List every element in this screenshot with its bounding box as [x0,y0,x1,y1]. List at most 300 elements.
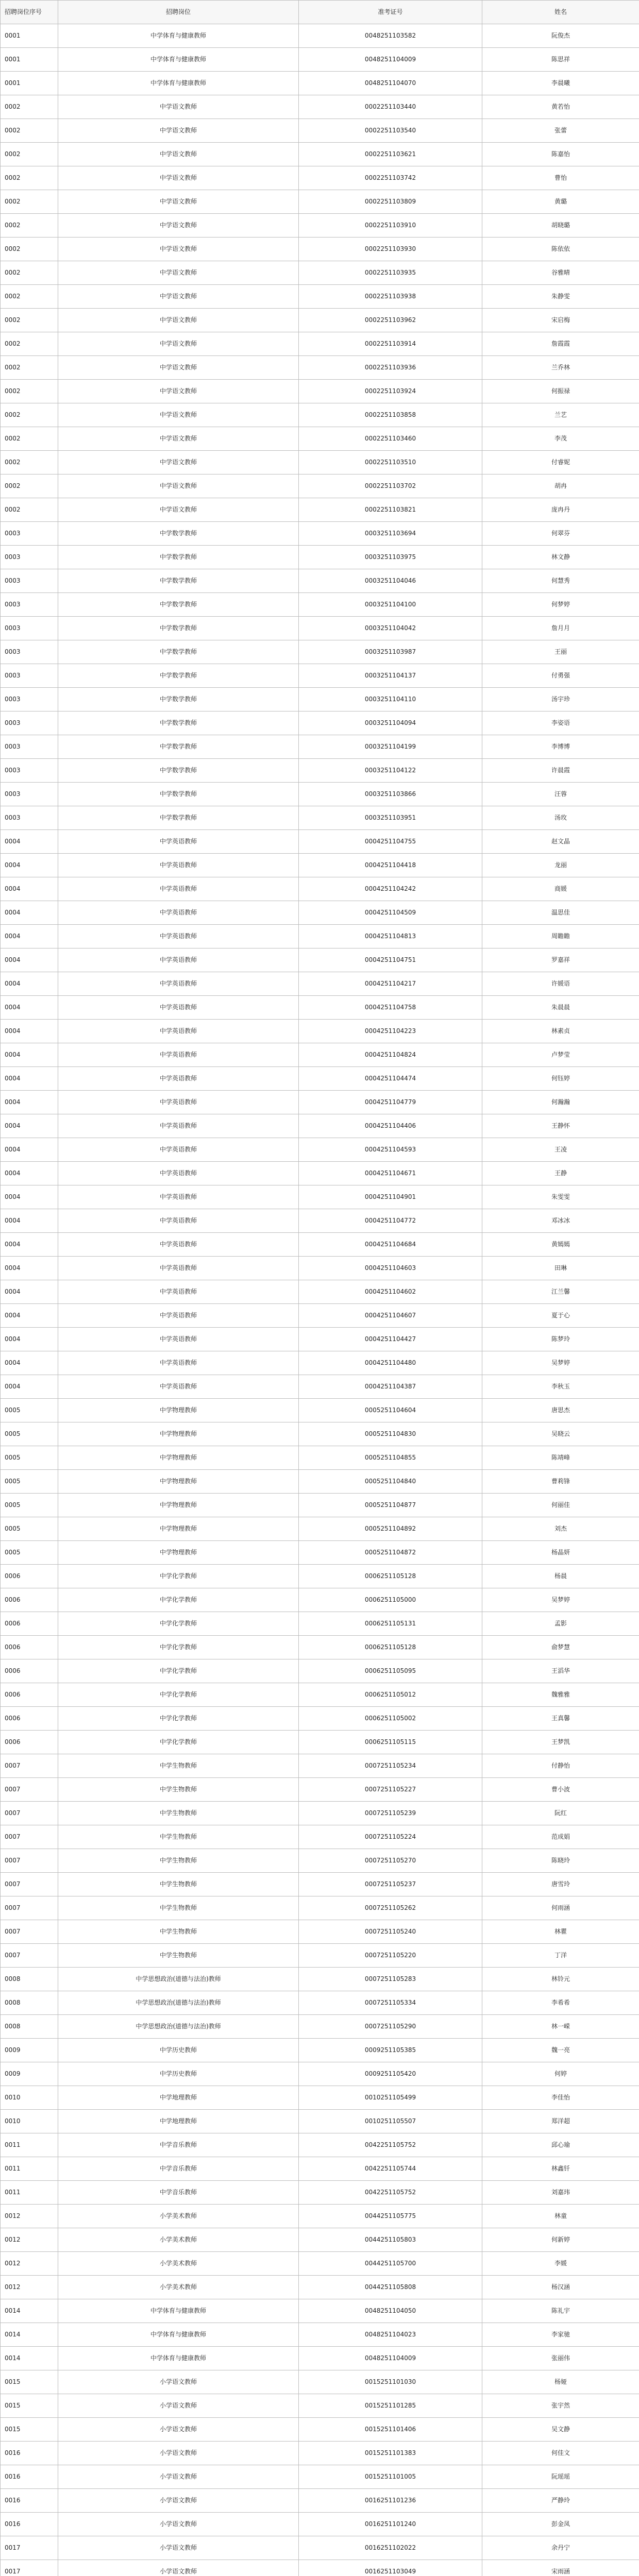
cell-ticket-number: 0002251103621 [299,143,482,166]
cell-ticket-number: 0048251104009 [299,2347,482,2370]
cell-position: 中学生物教师 [58,1849,299,1873]
cell-ticket-number: 0002251103935 [299,261,482,285]
cell-position: 中学体育与健康教师 [58,2347,299,2370]
cell-position: 中学数学教师 [58,759,299,783]
table-row [1,617,639,640]
cell-name: 陈礼宇 [482,2299,639,2323]
cell-position: 中学地理教师 [58,2110,299,2133]
cell-position-number: 0006 [1,1683,58,1707]
cell-position-number: 0005 [1,1399,58,1422]
cell-name: 何新婷 [482,2228,639,2252]
table-row [1,688,639,711]
table-row [1,1920,639,1944]
cell-position-number: 0003 [1,617,58,640]
cell-name: 吴文静 [482,2418,639,2442]
cell-position-number: 0006 [1,1588,58,1612]
cell-position-number: 0016 [1,2442,58,2465]
cell-position-number: 0003 [1,735,58,759]
cell-ticket-number: 0006251105095 [299,1659,482,1683]
cell-name: 商媛 [482,877,639,901]
cell-ticket-number: 0002251103742 [299,166,482,190]
cell-name: 林文静 [482,546,639,569]
cell-position-number: 0004 [1,996,58,1020]
table-row [1,498,639,522]
table-body [1,24,639,2576]
cell-position-number: 0008 [1,1991,58,2015]
cell-name: 李秋玉 [482,1375,639,1399]
table-row [1,1185,639,1209]
cell-position: 中学生物教师 [58,1754,299,1778]
cell-name: 宋雨涵 [482,2560,639,2576]
header-row [1,1,639,24]
cell-position-number: 0004 [1,925,58,948]
table-row [1,1233,639,1257]
cell-position: 中学英语教师 [58,1304,299,1328]
cell-ticket-number: 0015251101285 [299,2394,482,2418]
table-row [1,2110,639,2133]
cell-position: 中学体育与健康教师 [58,2299,299,2323]
cell-position-number: 0005 [1,1470,58,1494]
cell-position-number: 0006 [1,1565,58,1588]
table-row [1,1991,639,2015]
table-row [1,783,639,806]
cell-position: 中学物理教师 [58,1517,299,1541]
cell-name: 曹小波 [482,1778,639,1802]
cell-name: 张丽伟 [482,2347,639,2370]
cell-position-number: 0010 [1,2110,58,2133]
cell-position-number: 0005 [1,1494,58,1517]
cell-position: 中学物理教师 [58,1541,299,1565]
cell-ticket-number: 0010251105499 [299,2086,482,2110]
cell-position-number: 0004 [1,948,58,972]
table-row [1,1683,639,1707]
cell-ticket-number: 0015251101030 [299,2370,482,2394]
cell-name: 刘嘉玮 [482,2181,639,2205]
table-row [1,451,639,474]
cell-name: 赵文晶 [482,830,639,854]
cell-position: 中学英语教师 [58,972,299,996]
cell-ticket-number: 0004251104671 [299,1162,482,1185]
header-position-number: 招聘岗位序号 [1,1,58,24]
cell-position-number: 0005 [1,1541,58,1565]
cell-position-number: 0003 [1,688,58,711]
table-row [1,1873,639,1896]
cell-name: 李博博 [482,735,639,759]
cell-position: 中学英语教师 [58,925,299,948]
cell-position-number: 0014 [1,2323,58,2347]
table-row [1,72,639,95]
cell-ticket-number: 0004251104480 [299,1351,482,1375]
cell-name: 何慧秀 [482,569,639,593]
cell-position-number: 0003 [1,593,58,617]
cell-name: 王丽 [482,640,639,664]
cell-name: 田琳 [482,1257,639,1280]
cell-position-number: 0007 [1,1778,58,1802]
cell-name: 兰艺 [482,403,639,427]
cell-name: 王静怀 [482,1114,639,1138]
cell-position-number: 0004 [1,1233,58,1257]
cell-ticket-number: 0004251104602 [299,1280,482,1304]
cell-ticket-number: 0005251104877 [299,1494,482,1517]
cell-ticket-number: 0004251104758 [299,996,482,1020]
cell-name: 温思佳 [482,901,639,925]
table-row [1,2133,639,2157]
cell-position-number: 0001 [1,72,58,95]
cell-name: 付睿妮 [482,451,639,474]
cell-position-number: 0003 [1,806,58,830]
cell-position: 中学数学教师 [58,546,299,569]
cell-ticket-number: 0044251105775 [299,2205,482,2228]
table-row [1,1114,639,1138]
cell-position: 中学体育与健康教师 [58,24,299,48]
cell-position-number: 0003 [1,711,58,735]
cell-position: 中学思想政治(道德与法治)教师 [58,1968,299,1991]
cell-ticket-number: 0003251104110 [299,688,482,711]
cell-name: 王滔华 [482,1659,639,1683]
cell-position-number: 0009 [1,2039,58,2062]
cell-position-number: 0015 [1,2370,58,2394]
cell-position-number: 0007 [1,1873,58,1896]
cell-position-number: 0002 [1,309,58,332]
cell-ticket-number: 0004251104772 [299,1209,482,1233]
cell-ticket-number: 0048251103582 [299,24,482,48]
table-row [1,190,639,214]
table-row [1,735,639,759]
cell-name: 朱静雯 [482,285,639,309]
cell-ticket-number: 0003251103866 [299,783,482,806]
cell-ticket-number: 0007251105270 [299,1849,482,1873]
cell-position: 小学语文教师 [58,2394,299,2418]
cell-position: 中学英语教师 [58,1351,299,1375]
cell-ticket-number: 0004251104427 [299,1328,482,1351]
table-row [1,1494,639,1517]
table-row [1,2442,639,2465]
cell-position: 中学语文教师 [58,143,299,166]
cell-position: 小学语文教师 [58,2536,299,2560]
cell-ticket-number: 0002251103510 [299,451,482,474]
table-row [1,1565,639,1588]
cell-name: 何瀚瀚 [482,1091,639,1114]
cell-name: 陈靖峰 [482,1446,639,1470]
table-row [1,1138,639,1162]
cell-position: 中学化学教师 [58,1636,299,1659]
cell-name: 龙丽 [482,854,639,877]
cell-position-number: 0004 [1,1091,58,1114]
cell-name: 许晨霞 [482,759,639,783]
cell-name: 曹莉锋 [482,1470,639,1494]
cell-position: 中学英语教师 [58,1375,299,1399]
table-row [1,1517,639,1541]
cell-position-number: 0002 [1,427,58,451]
cell-position: 小学美术教师 [58,2276,299,2299]
cell-ticket-number: 0004251104217 [299,972,482,996]
cell-name: 周瞻瞻 [482,925,639,948]
cell-position-number: 0002 [1,380,58,403]
cell-name: 范成娟 [482,1825,639,1849]
cell-name: 何梦婷 [482,593,639,617]
cell-position-number: 0011 [1,2133,58,2157]
cell-position-number: 0004 [1,1304,58,1328]
cell-position-number: 0004 [1,1280,58,1304]
cell-position: 中学语文教师 [58,309,299,332]
table-row [1,948,639,972]
cell-name: 付静怡 [482,1754,639,1778]
table-row [1,2370,639,2394]
table-row [1,2347,639,2370]
cell-position: 中学生物教师 [58,1896,299,1920]
cell-position-number: 0017 [1,2560,58,2576]
cell-position: 中学英语教师 [58,1091,299,1114]
cell-position: 小学语文教师 [58,2465,299,2489]
cell-ticket-number: 0004251104751 [299,948,482,972]
table-row [1,48,639,72]
cell-ticket-number: 0007251105334 [299,1991,482,2015]
cell-position: 中学生物教师 [58,1873,299,1896]
cell-name: 俞梦慧 [482,1636,639,1659]
table-row [1,1446,639,1470]
cell-position-number: 0003 [1,783,58,806]
cell-position: 中学数学教师 [58,711,299,735]
cell-name: 朱雯雯 [482,1185,639,1209]
cell-ticket-number: 0004251104755 [299,830,482,854]
cell-name: 兰乔林 [482,356,639,380]
cell-name: 邓冰冰 [482,1209,639,1233]
cell-name: 李佳怡 [482,2086,639,2110]
cell-ticket-number: 0044251105700 [299,2252,482,2276]
table-row [1,1020,639,1043]
cell-ticket-number: 0004251104824 [299,1043,482,1067]
cell-ticket-number: 0004251104593 [299,1138,482,1162]
cell-ticket-number: 0007251105220 [299,1944,482,1968]
cell-position: 中学英语教师 [58,1328,299,1351]
cell-name: 夏于心 [482,1304,639,1328]
cell-position-number: 0002 [1,119,58,143]
cell-ticket-number: 0006251105128 [299,1565,482,1588]
cell-position: 中学语文教师 [58,95,299,119]
cell-position-number: 0002 [1,403,58,427]
table-row [1,1043,639,1067]
cell-position: 中学语文教师 [58,261,299,285]
cell-ticket-number: 0007251105239 [299,1802,482,1825]
cell-position-number: 0002 [1,238,58,261]
cell-name: 胡晓璐 [482,214,639,238]
cell-position: 中学化学教师 [58,1565,299,1588]
cell-position: 中学化学教师 [58,1612,299,1636]
cell-position-number: 0016 [1,2513,58,2536]
cell-name: 张宇然 [482,2394,639,2418]
cell-position: 小学语文教师 [58,2489,299,2513]
cell-position-number: 0004 [1,901,58,925]
cell-position-number: 0002 [1,261,58,285]
table-row [1,1778,639,1802]
cell-name: 庞冉丹 [482,498,639,522]
cell-position-number: 0004 [1,1328,58,1351]
cell-name: 陈依依 [482,238,639,261]
cell-position-number: 0007 [1,1802,58,1825]
cell-position: 中学体育与健康教师 [58,2323,299,2347]
cell-ticket-number: 0002251103702 [299,474,482,498]
table-row [1,569,639,593]
cell-position-number: 0002 [1,166,58,190]
cell-position-number: 0011 [1,2157,58,2181]
cell-ticket-number: 0003251104122 [299,759,482,783]
cell-ticket-number: 0004251104223 [299,1020,482,1043]
cell-name: 宋启梅 [482,309,639,332]
table-row [1,2489,639,2513]
cell-name: 余丹宁 [482,2536,639,2560]
cell-name: 魏雅雅 [482,1683,639,1707]
table-row [1,1351,639,1375]
cell-name: 李茂 [482,427,639,451]
cell-position-number: 0003 [1,546,58,569]
cell-position: 中学数学教师 [58,806,299,830]
table-row [1,1849,639,1873]
cell-ticket-number: 0048251104023 [299,2323,482,2347]
cell-ticket-number: 0007251105240 [299,1920,482,1944]
cell-name: 邱心瑜 [482,2133,639,2157]
cell-name: 李晨曦 [482,72,639,95]
cell-ticket-number: 0003251103975 [299,546,482,569]
cell-name: 刘杰 [482,1517,639,1541]
table-row [1,1399,639,1422]
cell-ticket-number: 0004251104509 [299,901,482,925]
cell-name: 陈思祥 [482,48,639,72]
cell-name: 林瞿 [482,1920,639,1944]
cell-position: 中学英语教师 [58,1209,299,1233]
cell-ticket-number: 0003251104046 [299,569,482,593]
cell-position: 中学英语教师 [58,901,299,925]
cell-position: 中学英语教师 [58,830,299,854]
table-row [1,1896,639,1920]
table-row [1,1636,639,1659]
cell-position: 中学英语教师 [58,1138,299,1162]
cell-name: 何雨涵 [482,1896,639,1920]
table-row [1,1209,639,1233]
cell-position: 中学化学教师 [58,1683,299,1707]
cell-position: 中学生物教师 [58,1944,299,1968]
table-row [1,1612,639,1636]
table-row [1,238,639,261]
cell-position: 中学体育与健康教师 [58,72,299,95]
table-row [1,2394,639,2418]
cell-ticket-number: 0003251104094 [299,711,482,735]
cell-position: 小学语文教师 [58,2513,299,2536]
cell-ticket-number: 0003251104137 [299,664,482,688]
table-row [1,2418,639,2442]
table-row [1,1422,639,1446]
table-row [1,759,639,783]
cell-ticket-number: 0002251103540 [299,119,482,143]
cell-position: 中学物理教师 [58,1399,299,1422]
cell-position-number: 0004 [1,1185,58,1209]
cell-position: 中学数学教师 [58,522,299,546]
cell-name: 何丽佳 [482,1494,639,1517]
cell-ticket-number: 0010251105507 [299,2110,482,2133]
cell-ticket-number: 0044251105803 [299,2228,482,2252]
table-row [1,1257,639,1280]
cell-position: 中学语文教师 [58,214,299,238]
cell-name: 何佳文 [482,2442,639,2465]
table-row [1,2560,639,2576]
cell-ticket-number: 0015251101406 [299,2418,482,2442]
cell-position: 中学英语教师 [58,948,299,972]
cell-position: 中学英语教师 [58,1233,299,1257]
cell-name: 何翠芬 [482,522,639,546]
cell-ticket-number: 0048251104009 [299,48,482,72]
cell-ticket-number: 0048251104050 [299,2299,482,2323]
table-row [1,332,639,356]
cell-position-number: 0004 [1,830,58,854]
cell-name: 付勇强 [482,664,639,688]
table-row [1,261,639,285]
cell-position: 中学物理教师 [58,1470,299,1494]
cell-position-number: 0006 [1,1659,58,1683]
table-row [1,427,639,451]
cell-ticket-number: 0006251105012 [299,1683,482,1707]
cell-position: 中学数学教师 [58,569,299,593]
cell-position-number: 0004 [1,972,58,996]
cell-position-number: 0003 [1,664,58,688]
cell-position: 中学历史教师 [58,2062,299,2086]
cell-position: 中学化学教师 [58,1659,299,1683]
cell-position: 小学语文教师 [58,2370,299,2394]
cell-position-number: 0004 [1,1067,58,1091]
cell-ticket-number: 0007251105283 [299,1968,482,1991]
cell-ticket-number: 0042251105752 [299,2133,482,2157]
cell-position-number: 0002 [1,474,58,498]
cell-position-number: 0004 [1,1162,58,1185]
cell-name: 孟影 [482,1612,639,1636]
cell-position: 中学语文教师 [58,190,299,214]
cell-position: 中学音乐教师 [58,2157,299,2181]
cell-position: 中学语文教师 [58,356,299,380]
cell-name: 林童 [482,2205,639,2228]
cell-position-number: 0009 [1,2062,58,2086]
cell-position-number: 0002 [1,143,58,166]
cell-name: 谷雅晴 [482,261,639,285]
table-row [1,119,639,143]
cell-name: 唐雪玲 [482,1873,639,1896]
cell-ticket-number: 0009251105420 [299,2062,482,2086]
cell-ticket-number: 0005251104840 [299,1470,482,1494]
cell-position-number: 0008 [1,2015,58,2039]
cell-name: 詹月月 [482,617,639,640]
cell-position-number: 0005 [1,1422,58,1446]
cell-ticket-number: 0002251103938 [299,285,482,309]
table-row [1,2465,639,2489]
table-row [1,806,639,830]
cell-name: 汤玫 [482,806,639,830]
table-row [1,2181,639,2205]
table-row [1,854,639,877]
cell-position-number: 0016 [1,2489,58,2513]
table-row [1,166,639,190]
cell-ticket-number: 0003251103987 [299,640,482,664]
cell-name: 陈梦玲 [482,1328,639,1351]
cell-position-number: 0015 [1,2394,58,2418]
cell-name: 唐思杰 [482,1399,639,1422]
cell-ticket-number: 0006251105002 [299,1707,482,1731]
cell-name: 黄璐 [482,190,639,214]
cell-ticket-number: 0048251104070 [299,72,482,95]
cell-ticket-number: 0004251104474 [299,1067,482,1091]
cell-name: 何婷 [482,2062,639,2086]
table-row [1,214,639,238]
cell-position: 中学英语教师 [58,1185,299,1209]
table-row [1,1280,639,1304]
cell-position-number: 0006 [1,1636,58,1659]
cell-position-number: 0004 [1,1209,58,1233]
